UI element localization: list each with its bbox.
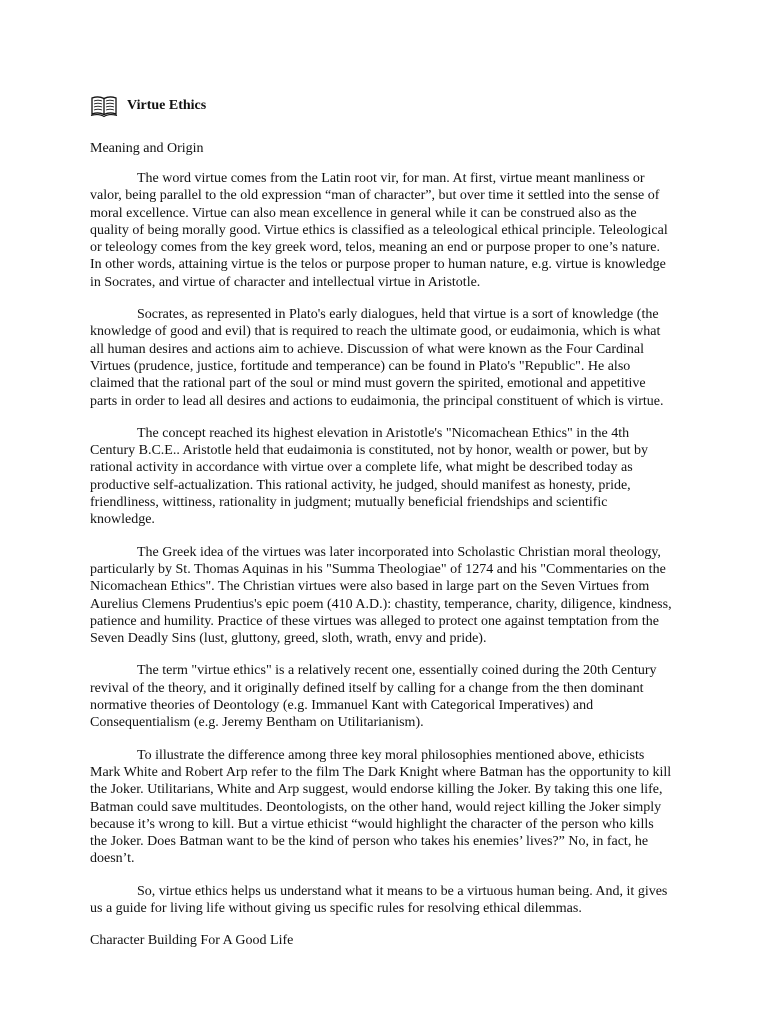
document-title: Virtue Ethics [127,98,207,113]
section-heading-meaning-origin: Meaning and Origin [90,141,204,156]
title-row [90,92,674,120]
document-page [90,92,674,962]
section-heading-character-building: Character Building For A Good Life [90,933,294,949]
paragraph: The Greek idea of the virtues was later incorporated into Scholastic Christian moral theology, particularly by St. Thomas Aquinas in his "Summa Theologiae" of 1274 and his "Commentaries on the Nicomachean Ethics". The Christian virtues were also based in large part on the Seven Virtues from Aurelius Clemens Prudentius's epic poem (410 A.D.): chastity, temperance, charity, diligence, kindness, patience and humility. Practice of these virtues was alleged to protect one against temptation from the Seven Deadly Sins (lust, gluttony, greed, sloth, wrath, envy and pride). [90,544,672,647]
open-book-icon [90,94,118,118]
paragraph: The term "virtue ethics" is a relatively recent one, essentially coined during the 20th Century revival of the theory, and it originally defined itself by calling for a change from the then dominant normative theories of Deontology (e.g. Immanuel Kant with Categorical Imperatives) and Consequentialism (e.g. Jeremy Bentham on Utilitarianism). [90,663,657,731]
paragraph: The concept reached its highest elevation in Aristotle's "Nicomachean Ethics" in the 4th Century B.C.E.. Aristotle held that eudaimonia is constituted, not by honor, wealth or power, but by rational activity in accordance with virtue over a complete life, what might be described today as productive self-actualization. This rational activity, he judged, should manifest as honesty, pride, friendliness, wittiness, rationality in judgment; mutually beneficial friendships and scientific knowledge. [90,425,649,528]
paragraph: Socrates, as represented in Plato's early dialogues, held that virtue is a sort of knowledge (the knowledge of good and evil) that is required to reach the ultimate good, or eudaimonia, which is what all human desires and actions aim to achieve. Discussion of what were known as the Four Cardinal Virtues (prudence, justice, fortitude and temperance) can be found in Plato's "Republic". He also claimed that the rational part of the soul or mind must govern the spirited, emotional and appetitive parts in order to lead all desires and actions to eudaimonia, the principal constituent of which is virtue. [90,307,664,409]
paragraph: So, virtue ethics helps us understand what it means to be a virtuous human being. And, it gives us a guide for living life without giving us specific rules for resolving ethical dilemmas. [90,883,668,916]
paragraph: The word virtue comes from the Latin root vir, for man. At first, virtue meant manliness or valor, being parallel to the old expression “man of character”, but over time it settled into the sense of moral excellence. Virtue can also mean excellence in general while it can be construed also as the quality of being morally good. Virtue ethics is classified as a teleological ethical principle. Teleological or teleology comes from the key greek word, telos, meaning an end or purpose proper to one’s nature. In other words, attaining virtue is the telos or purpose proper to human nature, e.g. virtue is knowledge in Socrates, and virtue of character and intellectual virtue in Aristotle. [90,171,668,290]
paragraph: To illustrate the difference among three key moral philosophies mentioned above, ethicists Mark White and Robert Arp refer to the film The Dark Knight where Batman has the opportunity to kill the Joker. Utilitarians, White and Arp suggest, would endorse killing the Joker. By taking this one life, Batman could save multitudes. Deontologists, on the other hand, would reject killing the Joker simply because it’s wrong to kill. But a virtue ethicist “would highlight the character of the person who kills the Joker. Does Batman want to be the kind of person who takes his enemies’ lives?” No, in fact, he doesn’t. [90,747,672,867]
